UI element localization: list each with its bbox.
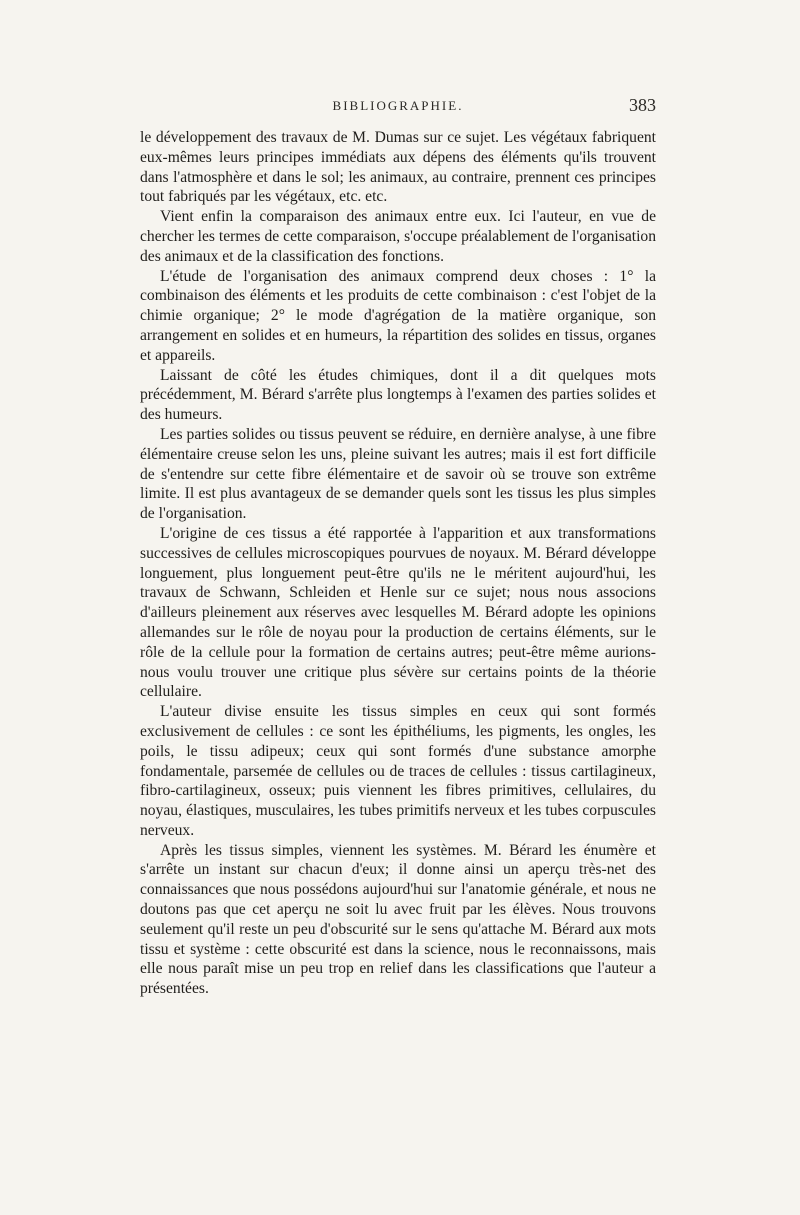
paragraph-cell-theory: L'origine de ces tissus a été rapportée à l'apparition et aux transformations successives de cellules microscopiques pourvues de noyaux. M. Bérard développe longuement, plus longuement peut-être qu'ils ne le méritent aujourd'hui, les travaux de Schwann, Schleiden et Henle sur ce sujet; nous nous associons d'ailleurs pleinement aux réserves avec lesquelles M. Bérard adopte les opinions allemandes sur le rôle de noyau pour la production de certains éléments, sur le rôle de la cellule pour la formation de certains autres; peut-être même aurions-nous voulu trouver une critique plus sévère sur certains points de la théorie cellulaire. xyxy=(140,524,656,701)
paragraph-comparison: Vient enfin la comparaison des animaux entre eux. Ici l'auteur, en vue de chercher les termes de cette comparaison, s'occupe préalablement de l'organisation des animaux et de la classification des fonctions. xyxy=(140,208,656,265)
paragraph-solid-parts: Laissant de côté les études chimiques, dont il a dit quelques mots précédemment, M. Bérard s'arrête plus longtemps à l'examen des parties solides et des humeurs. xyxy=(140,366,656,424)
running-title: BIBLIOGRAPHIE. xyxy=(332,98,464,113)
book-page xyxy=(140,95,656,1098)
paragraph-systems: Après les tissus simples, viennent les systèmes. M. Bérard les énumère et s'arrête un instant sur chacun d'eux; il donne ainsi un aperçu très-net des connaissances que nous possédons aujourd'hui sur l'anatomie générale, et nous ne doutons pas que cet aperçu ne soit lu avec fruit par les élèves. Nous trouvons seulement qu'il reste un peu d'obscurité sur le sens qu'attache M. Bérard aux mots tissu et système : cette obscurité est dans la science, nous le reconnaissons, mais elle nous paraît mise un peu trop en relief dans les classifications que l'auteur a présentées. xyxy=(140,841,656,998)
running-head xyxy=(140,95,656,128)
paragraph-tissues: Les parties solides ou tissus peuvent se réduire, en dernière analyse, à une fibre élémentaire creuse selon les uns, pleine suivant les autres; mais il est fort difficile de s'entendre sur cette fibre élémentaire et de savoir où se trouve son extrême limite. Il est plus avantageux de se demander quels sont les tissus les plus simples de l'organisation. xyxy=(140,425,656,523)
paragraph-organisation: L'étude de l'organisation des animaux comprend deux choses : 1° la combinaison des éléments et les produits de cette combinaison : c'est l'objet de la chimie organique; 2° le mode d'agrégation de la matière organique, son arrangement en solides et en humeurs, la répartition des solides en tissus, organes et appareils. xyxy=(140,267,656,364)
paragraph-continuation: le développement des travaux de M. Dumas sur ce sujet. Les végétaux fabriquent eux-mêmes leurs principes immédiats aux dépens des éléments qu'ils trouvent dans l'atmosphère et dans le sol; les animaux, au contraire, prennent ces principes tout fabriqués par les végétaux, etc. etc. xyxy=(140,129,656,206)
paragraph-simple-tissues: L'auteur divise ensuite les tissus simples en ceux qui sont formés exclusivement de cellules : ce sont les épithéliums, les pigments, les ongles, les poils, le tissu adipeux; ceux qui sont formés d'une substance amorphe fondamentale, parsemée de cellules ou de traces de cellules : tissus cartilagineux, fibro-cartilagineux, osseux; puis viennent les fibres primitives, cellulaires, du noyau, élastiques, musculaires, les tubes primitifs nerveux et les tubes corpuscules nerveux. xyxy=(140,703,656,839)
page-number: 383 xyxy=(629,95,656,115)
body-text xyxy=(140,128,656,999)
